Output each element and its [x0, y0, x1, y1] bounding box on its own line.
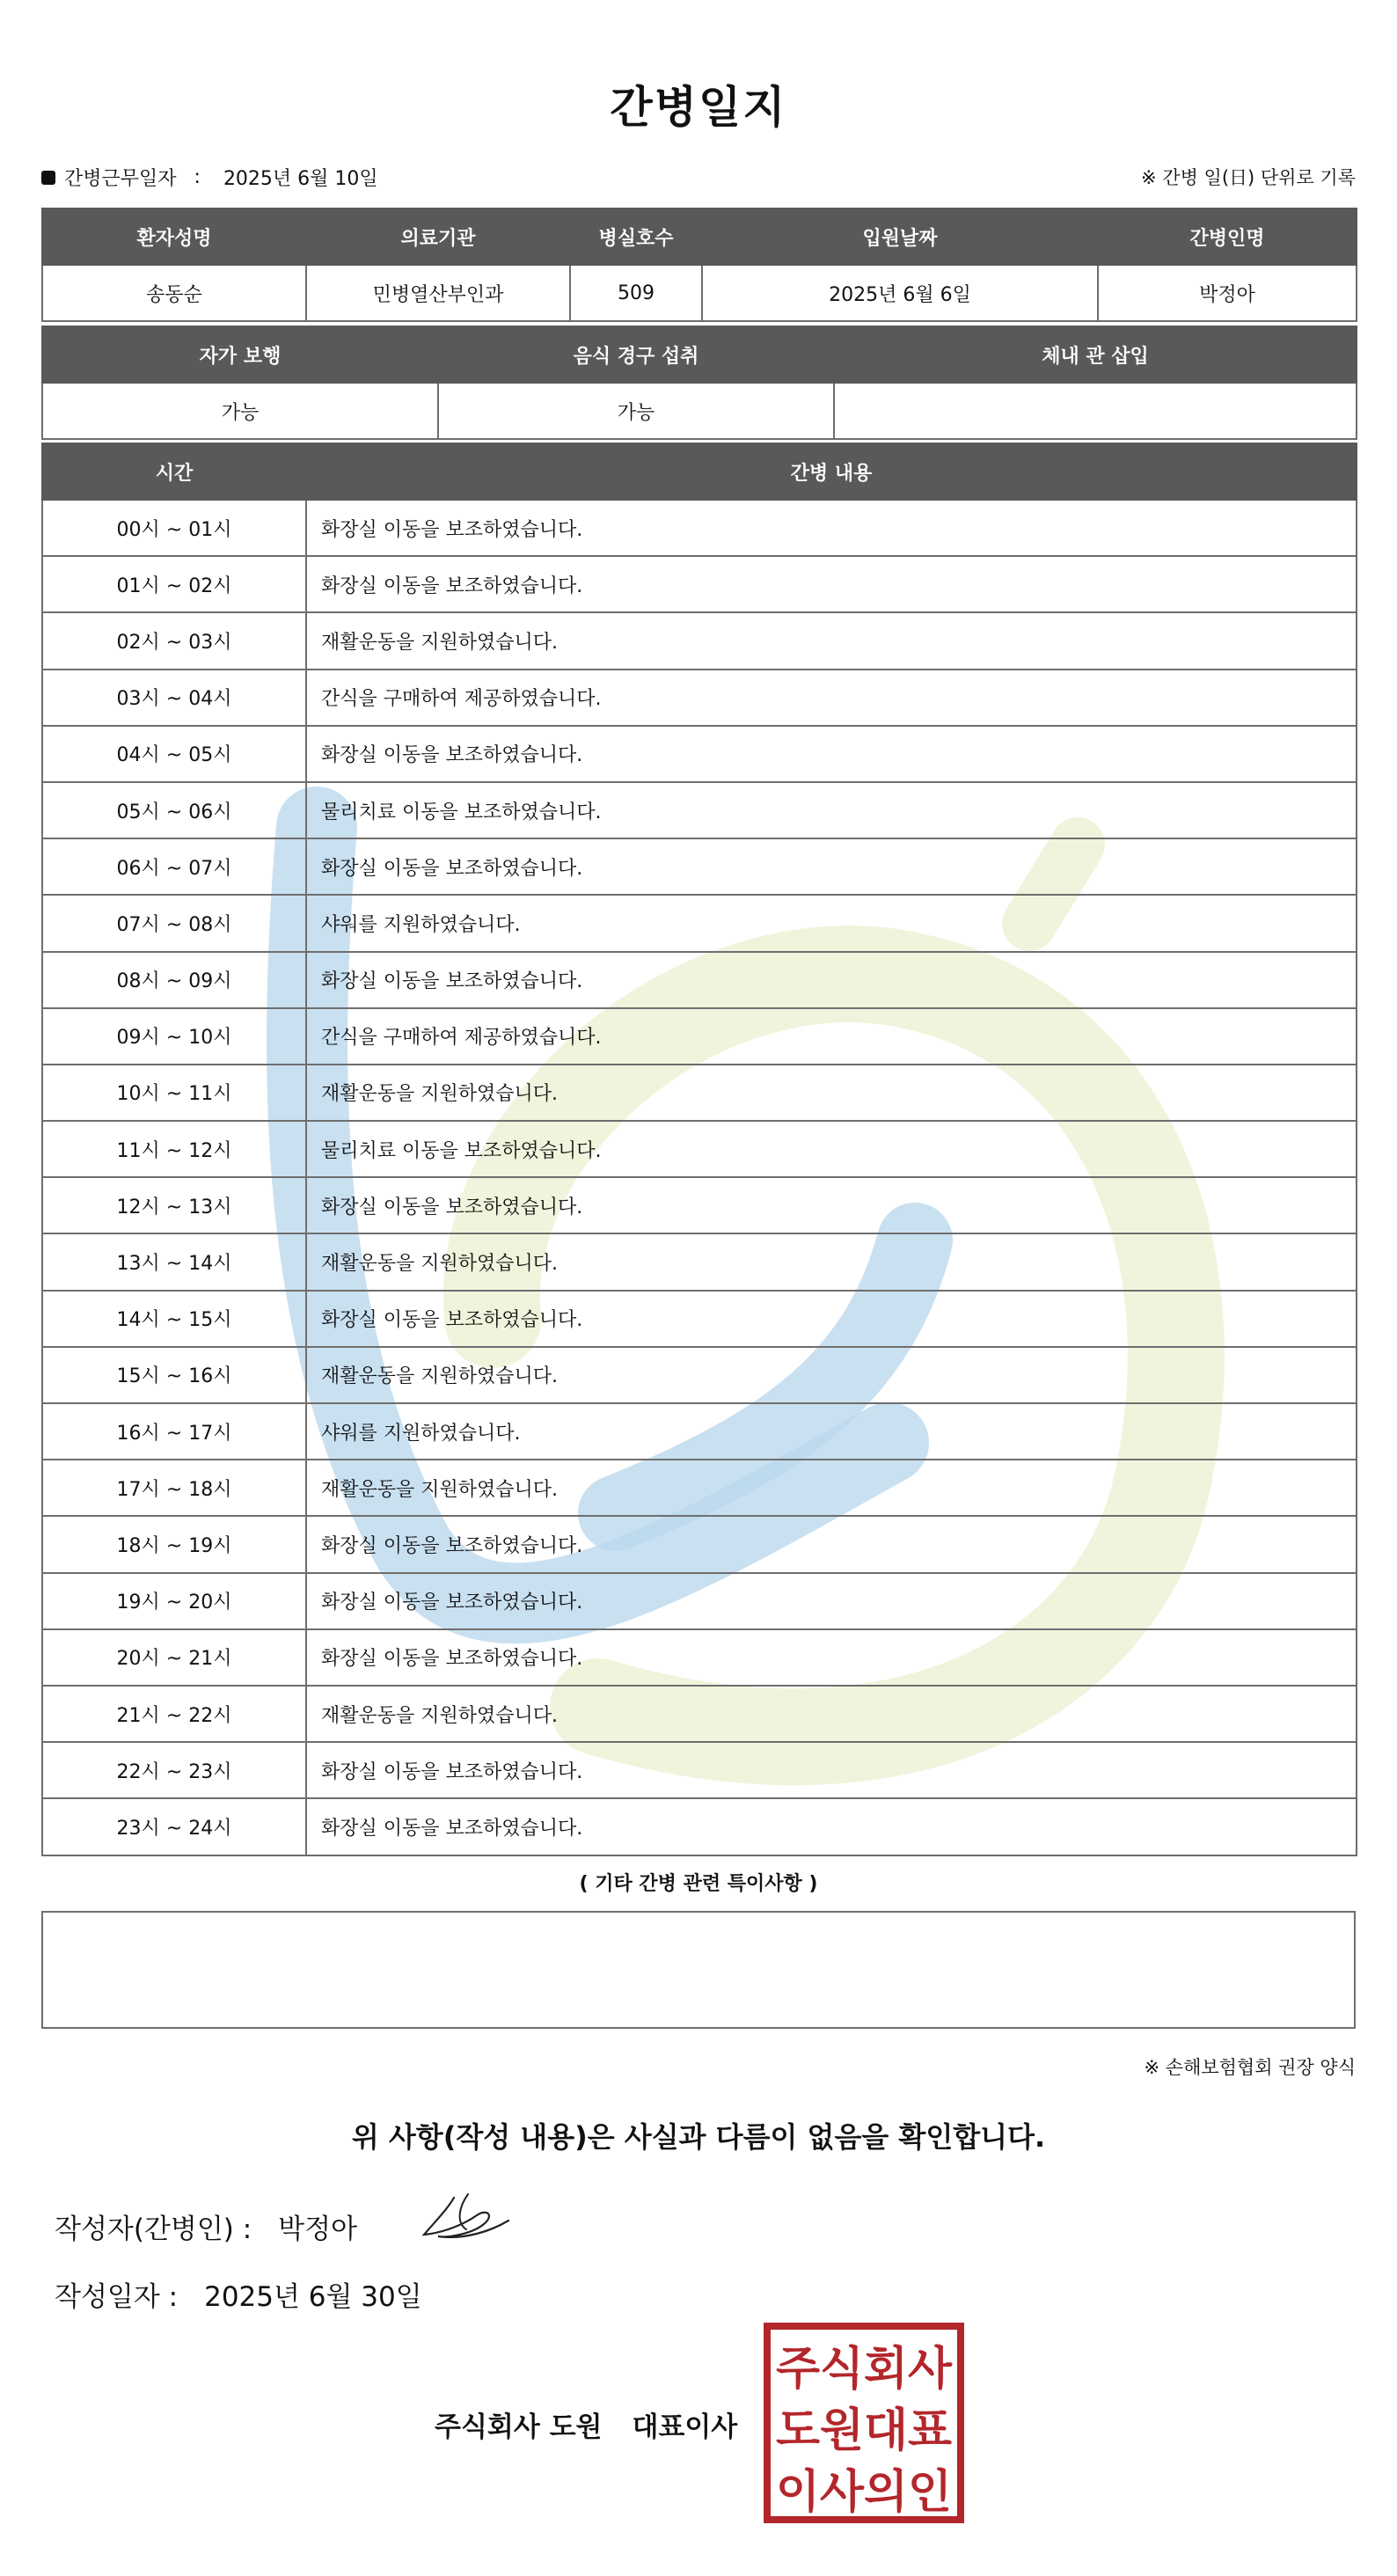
log-content: 간식을 구매하여 제공하였습니다.: [306, 670, 1357, 726]
writer-label: 작성자(간병인) :: [55, 2214, 252, 2245]
header-room: 병실호수: [570, 209, 702, 265]
log-content: 화장실 이동을 보조하였습니다.: [306, 1742, 1357, 1798]
patient-info-table: [41, 208, 1357, 322]
log-time: 06시 ~ 07시: [42, 838, 306, 895]
table-row: [42, 952, 1357, 1008]
record-note: ※ 간병 일(日) 단위로 기록: [1141, 167, 1356, 188]
company-line: [435, 2404, 737, 2444]
log-content: 재활운동을 지원하였습니다.: [306, 1347, 1357, 1403]
table-row: [42, 1347, 1357, 1403]
table-row: [42, 1177, 1357, 1233]
table-row: [42, 670, 1357, 726]
header-patient-name: 환자성명: [42, 209, 306, 265]
log-content: 재활운동을 지원하였습니다.: [306, 1233, 1357, 1290]
header-admission-date: 입원날짜: [702, 209, 1098, 265]
table-row: [42, 1629, 1357, 1686]
log-content: 재활운동을 지원하였습니다.: [306, 1460, 1357, 1516]
log-time: 23시 ~ 24시: [42, 1798, 306, 1855]
written-date-line: [55, 2274, 422, 2314]
log-content: 샤워를 지원하였습니다.: [306, 895, 1357, 951]
table-row: [42, 1233, 1357, 1290]
log-time: 10시 ~ 11시: [42, 1065, 306, 1121]
table-row: [42, 1798, 1357, 1855]
notes-title: ( 기타 간병 관련 특이사항 ): [579, 1873, 818, 1895]
table-row: [42, 1291, 1357, 1347]
log-time: 13시 ~ 14시: [42, 1233, 306, 1290]
patient-status-table: [41, 326, 1357, 440]
log-content: 물리치료 이동을 보조하였습니다.: [306, 1121, 1357, 1177]
log-time: 01시 ~ 02시: [42, 556, 306, 612]
header-time: 시간: [42, 443, 306, 500]
table-row: [42, 1686, 1357, 1742]
table-row: [42, 782, 1357, 838]
caregiver-name: 박정아: [1098, 265, 1357, 321]
log-time: 22시 ~ 23시: [42, 1742, 306, 1798]
meta-row: [41, 164, 1356, 194]
log-time: 20시 ~ 21시: [42, 1629, 306, 1686]
log-time: 09시 ~ 10시: [42, 1008, 306, 1065]
log-content: 재활운동을 지원하였습니다.: [306, 1065, 1357, 1121]
log-content: 화장실 이동을 보조하였습니다.: [306, 556, 1357, 612]
log-content: 화장실 이동을 보조하였습니다.: [306, 838, 1357, 895]
log-time: 19시 ~ 20시: [42, 1573, 306, 1629]
written-date-label: 작성일자 :: [55, 2281, 179, 2313]
table-row: [42, 1008, 1357, 1065]
log-content: 화장실 이동을 보조하였습니다.: [306, 1177, 1357, 1233]
document-title: 간병일지: [610, 82, 787, 133]
log-content: 물리치료 이동을 보조하였습니다.: [306, 782, 1357, 838]
log-time: 02시 ~ 03시: [42, 612, 306, 669]
log-content: 화장실 이동을 보조하였습니다.: [306, 1291, 1357, 1347]
log-time: 14시 ~ 15시: [42, 1291, 306, 1347]
log-time: 05시 ~ 06시: [42, 782, 306, 838]
log-time: 17시 ~ 18시: [42, 1460, 306, 1516]
log-time: 00시 ~ 01시: [42, 500, 306, 556]
written-date-value: 2025년 6월 30일: [204, 2281, 422, 2313]
log-content: 화장실 이동을 보조하였습니다.: [306, 952, 1357, 1008]
log-time: 18시 ~ 19시: [42, 1516, 306, 1572]
header-tube-insertion: 체내 관 삽입: [834, 326, 1357, 383]
table-row: [42, 838, 1357, 895]
writer-name: 박정아: [278, 2214, 358, 2245]
room-number: 509: [570, 265, 702, 321]
header-caregiver-name: 간병인명: [1098, 209, 1357, 265]
log-content: 화장실 이동을 보조하였습니다.: [306, 1573, 1357, 1629]
oral-intake-value: 가능: [438, 383, 834, 439]
company-seal-stamp: [764, 2323, 964, 2523]
log-time: 03시 ~ 04시: [42, 670, 306, 726]
table-row: [42, 500, 1357, 556]
log-content: 화장실 이동을 보조하였습니다.: [306, 726, 1357, 782]
table-row: [42, 1516, 1357, 1572]
table-row: [42, 726, 1357, 782]
table-row: [42, 1065, 1357, 1121]
log-time: 04시 ~ 05시: [42, 726, 306, 782]
table-row: [42, 1460, 1357, 1516]
work-date-colon: :: [194, 166, 201, 188]
seal-line-1: 주식회사: [776, 2343, 953, 2396]
work-date-label: 간병근무일자: [64, 168, 177, 190]
log-content: 간식을 구매하여 제공하였습니다.: [306, 1008, 1357, 1065]
admission-date: 2025년 6월 6일: [702, 265, 1098, 321]
header-oral-intake: 음식 경구 섭취: [438, 326, 834, 383]
log-content: 재활운동을 지원하였습니다.: [306, 1686, 1357, 1742]
square-bullet-icon: [41, 171, 55, 185]
table-row: [42, 1742, 1357, 1798]
log-content: 화장실 이동을 보조하였습니다.: [306, 1798, 1357, 1855]
header-walking: 자가 보행: [42, 326, 438, 383]
work-date-value: 2025년 6월 10일: [223, 168, 378, 190]
table-row: [42, 1573, 1357, 1629]
table-row: [42, 1403, 1357, 1460]
log-time: 16시 ~ 17시: [42, 1403, 306, 1460]
signature-image: [421, 2189, 512, 2249]
patient-name: 송동순: [42, 265, 306, 321]
seal-line-3: 이사의인: [776, 2466, 952, 2519]
care-log-table: [41, 443, 1357, 1856]
log-time: 12시 ~ 13시: [42, 1177, 306, 1233]
seal-line-2: 도원대표: [776, 2404, 952, 2457]
form-note: ※ 손해보험협회 권장 양식: [1144, 2057, 1356, 2078]
company-title: 대표이사: [632, 2411, 738, 2443]
log-time: 11시 ~ 12시: [42, 1121, 306, 1177]
hospital-name: 민병열산부인과: [306, 265, 570, 321]
log-time: 08시 ~ 09시: [42, 952, 306, 1008]
log-content: 샤워를 지원하였습니다.: [306, 1403, 1357, 1460]
tube-insertion-value: [834, 383, 1357, 439]
writer-line: [55, 2206, 357, 2246]
log-content: 화장실 이동을 보조하였습니다.: [306, 1629, 1357, 1686]
walking-value: 가능: [42, 383, 438, 439]
log-time: 15시 ~ 16시: [42, 1347, 306, 1403]
log-content: 화장실 이동을 보조하였습니다.: [306, 500, 1357, 556]
company-name: 주식회사 도원: [435, 2411, 603, 2443]
log-content: 재활운동을 지원하였습니다.: [306, 612, 1357, 669]
table-row: [42, 556, 1357, 612]
table-row: [42, 612, 1357, 669]
confirmation-statement: 위 사항(작성 내용)은 사실과 다름이 없음을 확인합니다.: [351, 2120, 1046, 2154]
header-hospital: 의료기관: [306, 209, 570, 265]
table-row: [42, 1121, 1357, 1177]
table-row: [42, 895, 1357, 951]
header-care-content: 간병 내용: [306, 443, 1357, 500]
log-content: 화장실 이동을 보조하였습니다.: [306, 1516, 1357, 1572]
log-time: 07시 ~ 08시: [42, 895, 306, 951]
work-date: [41, 164, 378, 191]
notes-box: [41, 1911, 1356, 2029]
log-time: 21시 ~ 22시: [42, 1686, 306, 1742]
